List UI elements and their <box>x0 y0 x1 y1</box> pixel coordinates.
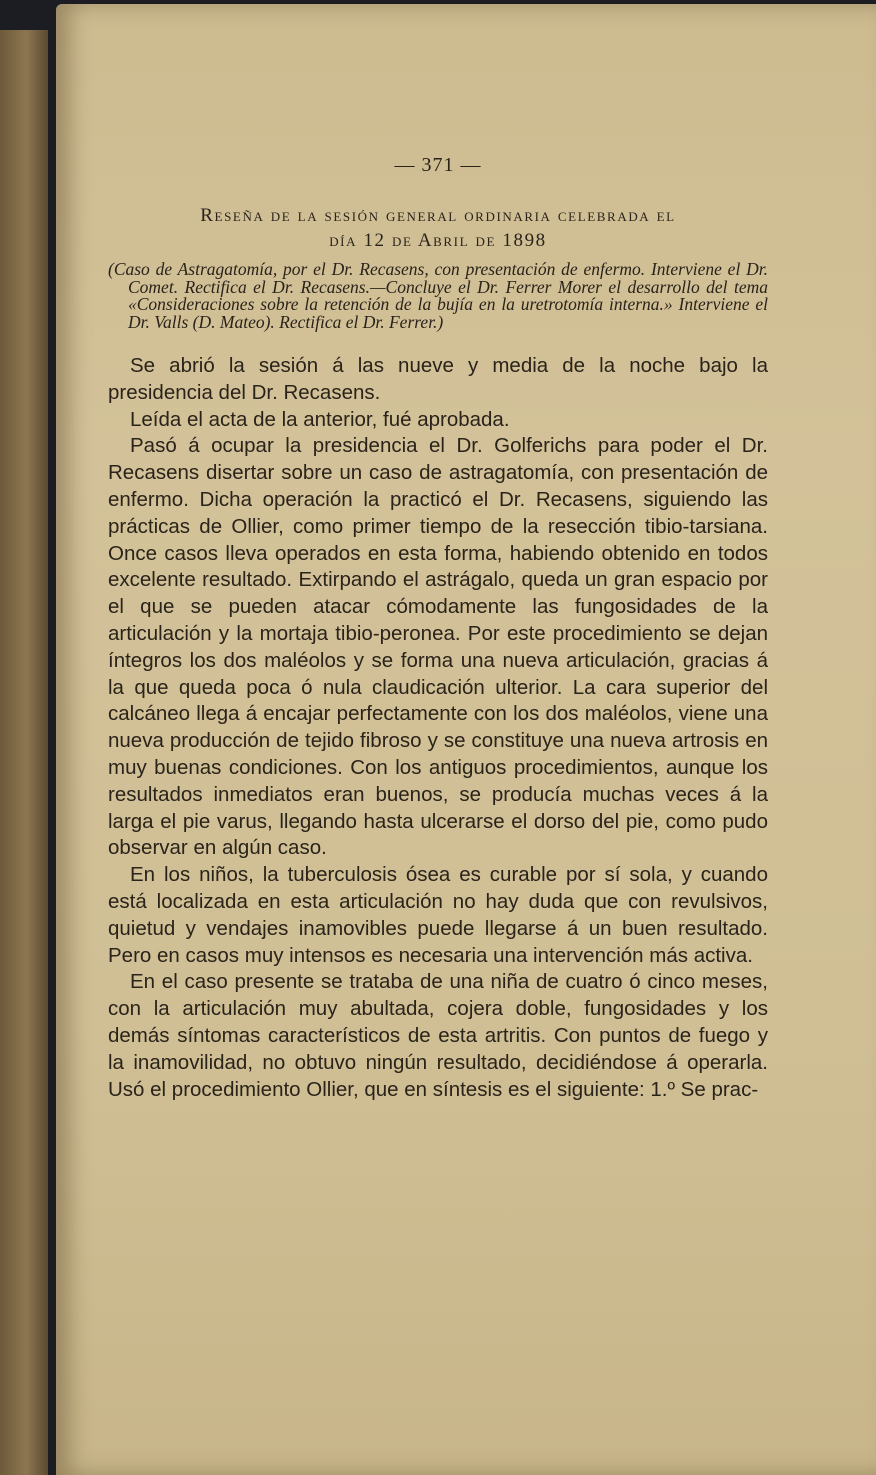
page-number: — 371 — <box>394 154 482 176</box>
body-text <box>108 353 768 1103</box>
paragraph: Pasó á ocupar la presidencia el Dr. Golferichs para poder el Dr. Recasens disertar sobre un caso de astragatomía, con presentación de enfermo. Dicha operación la practicó el Dr. Recasens, siguiendo las prácticas de Ollier, como primer tiempo de la resección tibio-tarsiana. Once casos lleva operados en esta forma, habiendo obtenido en todos excelente resultado. Extirpando el astrágalo, queda un gran espacio por el que se pueden atacar cómodamente las fungosidades de la articulación y la mortaja tibio-peronea. Por este procedimiento se dejan íntegros los dos maléolos y se forma una nueva articulación, gracias á la que queda poca ó nula claudicación ulterior. La cara superior del calcáneo llega á encajar perfectamente con los dos maléolos, viene una nueva producción de tejido fibroso y se constituye una nueva artrosis en muy buenas condiciones. Con los antiguos procedimientos, aunque los resultados inmediatos eran buenos, se producía muchas veces á la larga el pie varus, llegando hasta ulcerarse el dorso del pie, como pudo observar en algún caso. <box>108 434 768 860</box>
session-summary: (Caso de Astragatomía, por el Dr. Recasens, con presentación de enfermo. Interviene el Dr. Comet. Rectifica el Dr. Recasens.—Concluye el Dr. Ferrer Morer el desarrollo del tema «Consideraciones sobre la retención de la bujía en la uretrotomía interna.» Interviene el Dr. Valls (D. Mateo). Rectifica el Dr. Ferrer.) <box>108 259 768 332</box>
paragraph: En el caso presente se trataba de una niña de cuatro ó cinco meses, con la articulación muy abultada, cojera doble, fungosidades y los demás síntomas característicos de esta artritis. Con puntos de fuego y la inamovilidad, no obtuvo ningún resultado, decidiéndose á operarla. Usó el procedimiento Ollier, que en síntesis es el siguiente: 1.º Se prac- <box>108 970 768 1101</box>
paragraph: Se abrió la sesión á las nueve y media de la noche bajo la presidencia del Dr. Recasens. <box>108 354 768 404</box>
book-page <box>56 4 876 1475</box>
page-content <box>108 154 768 1103</box>
facing-page-edge <box>0 30 48 1475</box>
session-heading-line-1: Reseña de la sesión general ordinaria celebrada el <box>200 205 676 226</box>
session-heading <box>108 203 768 253</box>
paragraph: En los niños, la tuberculosis ósea es curable por sí sola, y cuando está localizada en esta articulación no hay duda que con revulsivos, quietud y vendajes inamovibles puede llegarse á un buen resultado. Pero en casos muy intensos es necesaria una intervención más activa. <box>108 863 768 967</box>
session-heading-line-2: día 12 de Abril de 1898 <box>329 230 547 251</box>
paragraph: Leída el acta de la anterior, fué aprobada. <box>130 407 510 431</box>
